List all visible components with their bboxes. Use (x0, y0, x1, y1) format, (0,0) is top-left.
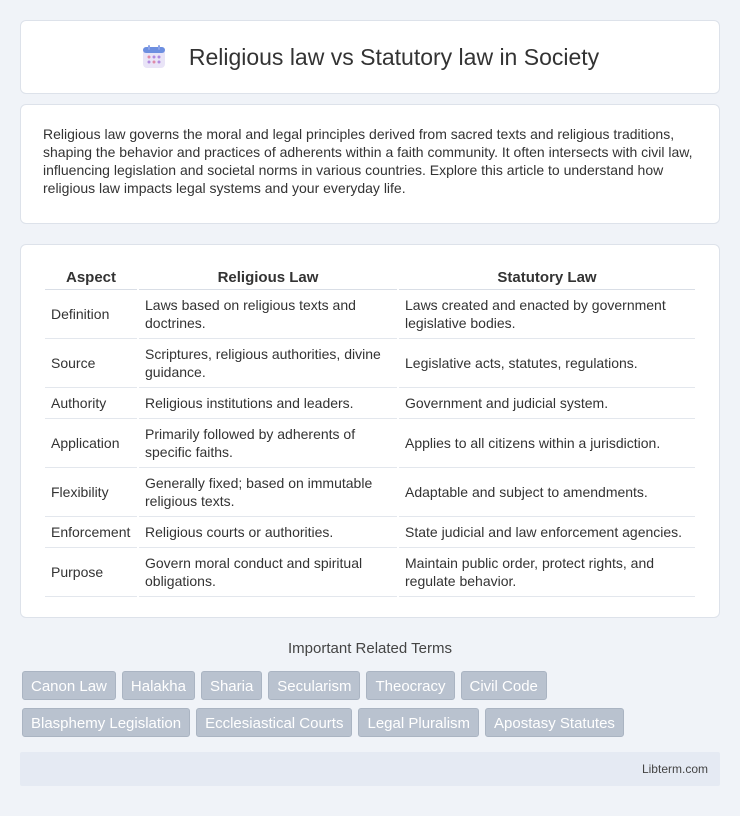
row-statutory: Applies to all citizens within a jurisdiction. (399, 419, 695, 468)
related-terms-title: Important Related Terms (288, 640, 452, 657)
row-statutory: Legislative acts, statutes, regulations. (399, 339, 695, 388)
page-title: Religious law vs Statutory law in Society (188, 43, 600, 70)
row-statutory: State judicial and law enforcement agencies. (399, 517, 695, 548)
row-aspect: Authority (45, 388, 137, 419)
row-statutory: Government and judicial system. (399, 388, 695, 419)
footer-brand-link[interactable]: Libterm.com (641, 762, 708, 776)
row-religious: Govern moral conduct and spiritual obligations. (139, 548, 397, 597)
comparison-table (43, 265, 697, 597)
table-row (45, 290, 695, 339)
header-card (20, 20, 720, 94)
table-row (45, 419, 695, 468)
row-aspect: Application (45, 419, 137, 468)
table-row (45, 388, 695, 419)
row-aspect: Flexibility (45, 468, 137, 517)
row-religious: Primarily followed by adherents of specific faiths. (139, 419, 397, 468)
tag-canon-law[interactable]: Canon Law (22, 671, 116, 700)
comparison-table-card (20, 244, 720, 618)
intro-paragraph: Religious law governs the moral and legal principles derived from sacred texts and religious traditions, shaping the behavior and practices of adherents within a faith community. It often intersects with civil law, influencing legislation and societal norms in various countries. Explore this article to understand how religious law impacts legal systems and your everyday life. (43, 126, 693, 196)
tag-halakha[interactable]: Halakha (122, 671, 195, 700)
row-religious: Laws based on religious texts and doctrines. (139, 290, 397, 339)
row-statutory: Adaptable and subject to amendments. (399, 468, 695, 517)
tag-blasphemy-legislation[interactable]: Blasphemy Legislation (22, 708, 190, 737)
row-religious: Scriptures, religious authorities, divine guidance. (139, 339, 397, 388)
table-row (45, 517, 695, 548)
tag-theocracy[interactable]: Theocracy (366, 671, 454, 700)
row-aspect: Enforcement (45, 517, 137, 548)
table-row (45, 548, 695, 597)
row-aspect: Source (45, 339, 137, 388)
table-header-row (45, 265, 695, 290)
header-religious-law: Religious Law (139, 265, 397, 290)
row-aspect: Purpose (45, 548, 137, 597)
table-row (45, 339, 695, 388)
tag-sharia[interactable]: Sharia (201, 671, 262, 700)
intro-card (20, 104, 720, 224)
calendar-icon (141, 44, 167, 70)
row-religious: Religious institutions and leaders. (139, 388, 397, 419)
row-aspect: Definition (45, 290, 137, 339)
row-religious: Religious courts or authorities. (139, 517, 397, 548)
table-row (45, 468, 695, 517)
row-statutory: Laws created and enacted by government legislative bodies. (399, 290, 695, 339)
header-aspect: Aspect (45, 265, 137, 290)
tag-civil-code[interactable]: Civil Code (461, 671, 547, 700)
row-statutory: Maintain public order, protect rights, and regulate behavior. (399, 548, 695, 597)
tag-secularism[interactable]: Secularism (268, 671, 360, 700)
tag-apostasy-statutes[interactable]: Apostasy Statutes (485, 708, 624, 737)
related-terms-list (22, 671, 722, 745)
footer (20, 752, 720, 786)
tag-ecclesiastical-courts[interactable]: Ecclesiastical Courts (196, 708, 352, 737)
header-statutory-law: Statutory Law (399, 265, 695, 290)
tag-legal-pluralism[interactable]: Legal Pluralism (358, 708, 479, 737)
row-religious: Generally fixed; based on immutable religious texts. (139, 468, 397, 517)
